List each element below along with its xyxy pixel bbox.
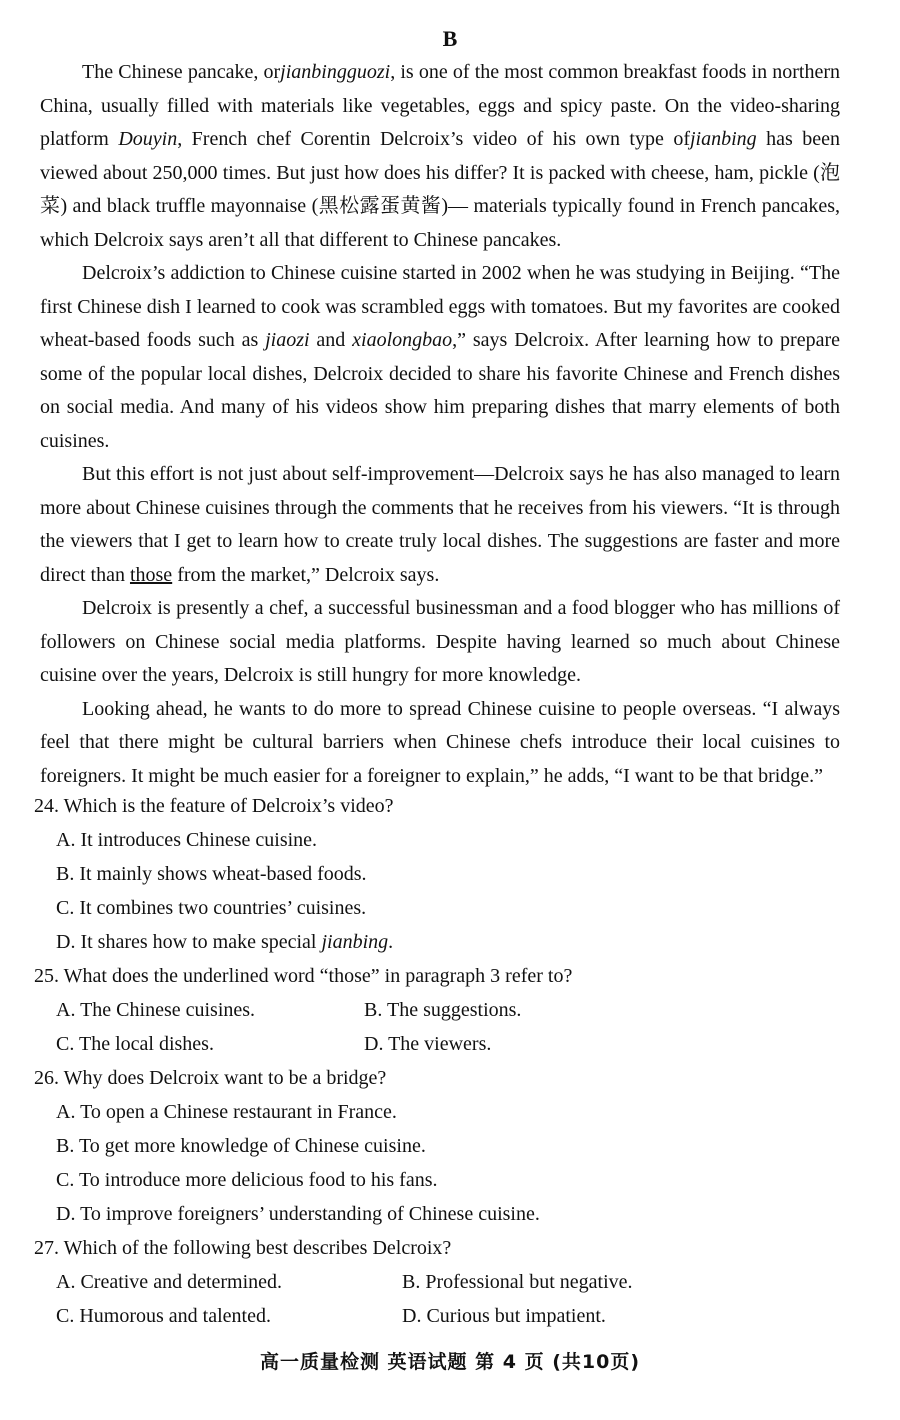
- text-run: from the market,” Delcroix says.: [172, 563, 440, 586]
- text-run: The Chinese pancake, or: [82, 61, 281, 83]
- italic-term: jiaozi: [265, 329, 310, 351]
- italic-term: xiaolongbao: [352, 329, 453, 351]
- question-26-option-c[interactable]: C. To introduce more delicious food to his fans.: [56, 1169, 438, 1191]
- text-run: , is one of the most common breakfast foods in northern China, usually filled with materials like vegetables, eggs and spicy paste. On the video-sharing platform: [40, 61, 840, 150]
- italic-term: jianbing: [321, 931, 389, 953]
- question-27-option-a[interactable]: A. Creative and determined.: [56, 1271, 283, 1293]
- question-27-option-c[interactable]: C. Humorous and talented.: [56, 1305, 271, 1327]
- text-run: , French chef Corentin Delcroix’s video of his own type of: [177, 128, 690, 150]
- question-27-option-b[interactable]: B. Professional but negative.: [402, 1271, 633, 1293]
- question-25-options-row-2: [34, 1027, 854, 1061]
- question-27-stem: 27. Which of the following best describes Delcroix?: [34, 1237, 452, 1259]
- text-run: ,” says Delcroix. After learning how to prepare some of the popular local dishes, Delcroix decided to share his favorite Chinese and French dishes on social media. And many of his videos show him preparing dishes that marry elements of both cuisines.: [40, 329, 840, 452]
- question-26-option-a[interactable]: A. To open a Chinese restaurant in France.: [56, 1101, 397, 1123]
- question-25-option-a[interactable]: A. The Chinese cuisines.: [56, 999, 256, 1021]
- text-run: and: [309, 329, 353, 351]
- question-24-stem: 24. Which is the feature of Delcroix’s video?: [34, 795, 394, 817]
- page-footer: 高一质量检测 英语试题 第 4 页 (共10页): [259, 1351, 641, 1373]
- question-list: [34, 789, 854, 1333]
- underlined-word: those: [129, 563, 173, 586]
- question-25-stem: 25. What does the underlined word “those” in paragraph 3 refer to?: [34, 965, 573, 987]
- reading-passage: [40, 56, 840, 793]
- question-27-options-row-1: [34, 1265, 854, 1299]
- question-26-option-b[interactable]: B. To get more knowledge of Chinese cuisine.: [56, 1135, 426, 1157]
- question-27-option-d[interactable]: D. Curious but impatient.: [402, 1305, 606, 1327]
- italic-term: Douyin: [118, 128, 178, 150]
- text-run: Delcroix’s addiction to Chinese cuisine started in 2002 when he was studying in Beijing. “The first Chinese dish I learned to cook was scrambled eggs with tomatoes. But my favorites are cooked wheat-based foods such as: [40, 262, 840, 351]
- section-heading: B: [442, 26, 458, 51]
- question-25-option-c[interactable]: C. The local dishes.: [56, 1033, 214, 1055]
- text-run: has been viewed about 250,000 times. But just how does his differ? It is packed with cheese, ham, pickle (泡菜) and black truffle mayonnaise (黑松露蛋黄酱)— materials typically found in French pancakes, which Delcroix says aren’t all that different to Chinese pancakes.: [40, 128, 840, 251]
- italic-term: jianbing: [690, 128, 757, 150]
- question-25-options-row-1: [34, 993, 854, 1027]
- question-25-option-b[interactable]: B. The suggestions.: [364, 999, 522, 1021]
- paragraph-5: Looking ahead, he wants to do more to spread Chinese cuisine to people overseas. “I always feel that there might be cultural barriers when Chinese chefs introduce their local cuisines to foreigners. It might be much easier for a foreigner to explain,” he adds, “I want to be that bridge.”: [40, 697, 840, 787]
- question-26-option-d[interactable]: D. To improve foreigners’ understanding of Chinese cuisine.: [56, 1203, 540, 1225]
- question-25-option-d[interactable]: D. The viewers.: [364, 1033, 492, 1055]
- question-24-option-a[interactable]: A. It introduces Chinese cuisine.: [56, 829, 318, 851]
- question-24-option-d[interactable]: [34, 925, 854, 959]
- paragraph-3: [40, 458, 840, 592]
- text-run: D. It shares how to make special: [56, 931, 322, 953]
- text-run: But this effort is not just about self-improvement—Delcroix says he has also managed to learn more about Chinese cuisines through the comments that he receives from his viewers. “It is through the viewers that I get to learn how to create truly local dishes. The suggestions are faster and more direct than: [40, 463, 840, 586]
- question-27-options-row-2: [34, 1299, 854, 1333]
- italic-term: jianbingguozi: [280, 61, 391, 83]
- question-24-option-b[interactable]: B. It mainly shows wheat-based foods.: [56, 863, 367, 885]
- paragraph-1: [40, 56, 840, 257]
- paragraph-2: [40, 257, 840, 458]
- text-run: .: [388, 931, 394, 953]
- question-26-stem: 26. Why does Delcroix want to be a bridge?: [34, 1067, 387, 1089]
- paragraph-4: Delcroix is presently a chef, a successful businessman and a food blogger who has millions of followers on Chinese social media platforms. Despite having learned so much about Chinese cuisine over the years, Delcroix is still hungry for more knowledge.: [40, 597, 840, 686]
- question-24-option-c[interactable]: C. It combines two countries’ cuisines.: [56, 897, 367, 919]
